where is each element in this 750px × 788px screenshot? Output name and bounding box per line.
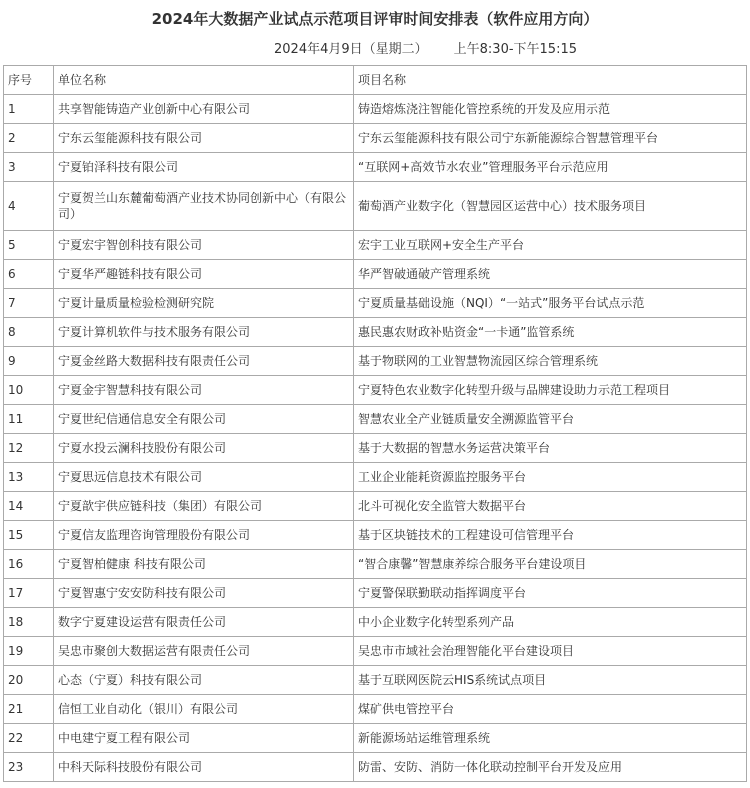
cell-project: 宁夏特色农业数字化转型升级与品牌建设助力示范工程项目 bbox=[354, 376, 747, 405]
cell-organization: 数字宁夏建设运营有限责任公司 bbox=[54, 608, 354, 637]
cell-number: 5 bbox=[4, 231, 54, 260]
table-row bbox=[4, 550, 747, 579]
cell-number: 1 bbox=[4, 95, 54, 124]
table-row bbox=[4, 637, 747, 666]
cell-number: 7 bbox=[4, 289, 54, 318]
cell-project: 新能源场站运维管理系统 bbox=[354, 724, 747, 753]
cell-organization: 宁夏计量质量检验检测研究院 bbox=[54, 289, 354, 318]
table-row bbox=[4, 95, 747, 124]
cell-project: 宏宇工业互联网+安全生产平台 bbox=[354, 231, 747, 260]
cell-organization: 宁夏金丝路大数据科技有限责任公司 bbox=[54, 347, 354, 376]
table-row bbox=[4, 405, 747, 434]
cell-organization: 心态（宁夏）科技有限公司 bbox=[54, 666, 354, 695]
table-row bbox=[4, 724, 747, 753]
cell-project: “智合康馨”智慧康养综合服务平台建设项目 bbox=[354, 550, 747, 579]
cell-organization: 宁夏世纪信通信息安全有限公司 bbox=[54, 405, 354, 434]
table-row bbox=[4, 376, 747, 405]
cell-organization: 宁夏金宇智慧科技有限公司 bbox=[54, 376, 354, 405]
table-header-row bbox=[4, 66, 747, 95]
cell-project: 防雷、安防、消防一体化联动控制平台开发及应用 bbox=[354, 753, 747, 782]
cell-organization: 宁夏智柏健康 科技有限公司 bbox=[54, 550, 354, 579]
table-row bbox=[4, 521, 747, 550]
cell-number: 4 bbox=[4, 182, 54, 231]
cell-project: 基于互联网医院云HIS系统试点项目 bbox=[354, 666, 747, 695]
schedule-time: 上午8:30-下午15:15 bbox=[453, 42, 577, 57]
header-organization: 单位名称 bbox=[54, 66, 354, 95]
cell-project: 智慧农业全产业链质量安全溯源监管平台 bbox=[354, 405, 747, 434]
cell-project: 宁东云玺能源科技有限公司宁东新能源综合智慧管理平台 bbox=[354, 124, 747, 153]
cell-number: 23 bbox=[4, 753, 54, 782]
cell-organization: 宁夏信友监理咨询管理股份有限公司 bbox=[54, 521, 354, 550]
cell-number: 19 bbox=[4, 637, 54, 666]
cell-organization: 宁夏贺兰山东麓葡萄酒产业技术协同创新中心（有限公司） bbox=[54, 182, 354, 231]
cell-number: 13 bbox=[4, 463, 54, 492]
cell-organization: 中电建宁夏工程有限公司 bbox=[54, 724, 354, 753]
table-row bbox=[4, 695, 747, 724]
cell-project: 惠民惠农财政补贴资金“一卡通”监管系统 bbox=[354, 318, 747, 347]
page-title: 2024年大数据产业试点示范项目评审时间安排表（软件应用方向） bbox=[151, 10, 599, 28]
cell-organization: 宁东云玺能源科技有限公司 bbox=[54, 124, 354, 153]
cell-organization: 中科天际科技股份有限公司 bbox=[54, 753, 354, 782]
table-row bbox=[4, 753, 747, 782]
cell-project: 工业企业能耗资源监控服务平台 bbox=[354, 463, 747, 492]
cell-project: 铸造熔炼浇注智能化管控系统的开发及应用示范 bbox=[354, 95, 747, 124]
cell-organization: 宁夏华严趣链科技有限公司 bbox=[54, 260, 354, 289]
table-row bbox=[4, 608, 747, 637]
table-row bbox=[4, 289, 747, 318]
cell-number: 15 bbox=[4, 521, 54, 550]
cell-organization: 宁夏计算机软件与技术服务有限公司 bbox=[54, 318, 354, 347]
cell-number: 6 bbox=[4, 260, 54, 289]
table-row bbox=[4, 434, 747, 463]
table-row bbox=[4, 579, 747, 608]
schedule-date: 2024年4月9日（星期二） bbox=[274, 42, 428, 57]
table-row bbox=[4, 347, 747, 376]
table-row bbox=[4, 153, 747, 182]
cell-number: 3 bbox=[4, 153, 54, 182]
table-row bbox=[4, 231, 747, 260]
cell-project: 基于区块链技术的工程建设可信管理平台 bbox=[354, 521, 747, 550]
cell-number: 11 bbox=[4, 405, 54, 434]
cell-project: 基于大数据的智慧水务运营决策平台 bbox=[354, 434, 747, 463]
cell-number: 22 bbox=[4, 724, 54, 753]
table-row bbox=[4, 492, 747, 521]
cell-number: 12 bbox=[4, 434, 54, 463]
cell-project: 宁夏质量基础设施（NQI）“一站式”服务平台试点示范 bbox=[354, 289, 747, 318]
cell-number: 2 bbox=[4, 124, 54, 153]
header-number: 序号 bbox=[4, 66, 54, 95]
cell-organization: 吴忠市聚创大数据运营有限责任公司 bbox=[54, 637, 354, 666]
cell-project: 基于物联网的工业智慧物流园区综合管理系统 bbox=[354, 347, 747, 376]
cell-organization: 宁夏水投云澜科技股份有限公司 bbox=[54, 434, 354, 463]
cell-number: 14 bbox=[4, 492, 54, 521]
cell-organization: 宁夏智惠宁安安防科技有限公司 bbox=[54, 579, 354, 608]
cell-organization: 宁夏歆宇供应链科技（集团）有限公司 bbox=[54, 492, 354, 521]
cell-number: 21 bbox=[4, 695, 54, 724]
cell-number: 17 bbox=[4, 579, 54, 608]
cell-organization: 信恒工业自动化（银川）有限公司 bbox=[54, 695, 354, 724]
cell-number: 8 bbox=[4, 318, 54, 347]
table-row bbox=[4, 666, 747, 695]
cell-project: 宁夏警保联勤联动指挥调度平台 bbox=[354, 579, 747, 608]
cell-number: 16 bbox=[4, 550, 54, 579]
cell-organization: 宁夏宏宇智创科技有限公司 bbox=[54, 231, 354, 260]
cell-project: 煤矿供电管控平台 bbox=[354, 695, 747, 724]
schedule-line bbox=[274, 40, 577, 60]
cell-organization: 宁夏思远信息技术有限公司 bbox=[54, 463, 354, 492]
cell-organization: 共享智能铸造产业创新中心有限公司 bbox=[54, 95, 354, 124]
cell-project: 北斗可视化安全监管大数据平台 bbox=[354, 492, 747, 521]
table-row bbox=[4, 182, 747, 231]
cell-project: 华严智破通破产管理系统 bbox=[354, 260, 747, 289]
cell-number: 9 bbox=[4, 347, 54, 376]
table-row bbox=[4, 260, 747, 289]
table-row bbox=[4, 318, 747, 347]
cell-project: 中小企业数字化转型系列产品 bbox=[354, 608, 747, 637]
schedule-table bbox=[3, 65, 747, 782]
table-row bbox=[4, 124, 747, 153]
cell-number: 18 bbox=[4, 608, 54, 637]
header-project: 项目名称 bbox=[354, 66, 747, 95]
cell-project: 吴忠市市域社会治理智能化平台建设项目 bbox=[354, 637, 747, 666]
cell-organization: 宁夏铂泽科技有限公司 bbox=[54, 153, 354, 182]
cell-project: 葡萄酒产业数字化（智慧园区运营中心）技术服务项目 bbox=[354, 182, 747, 231]
cell-number: 20 bbox=[4, 666, 54, 695]
cell-project: “互联网+高效节水农业”管理服务平台示范应用 bbox=[354, 153, 747, 182]
cell-number: 10 bbox=[4, 376, 54, 405]
table-row bbox=[4, 463, 747, 492]
